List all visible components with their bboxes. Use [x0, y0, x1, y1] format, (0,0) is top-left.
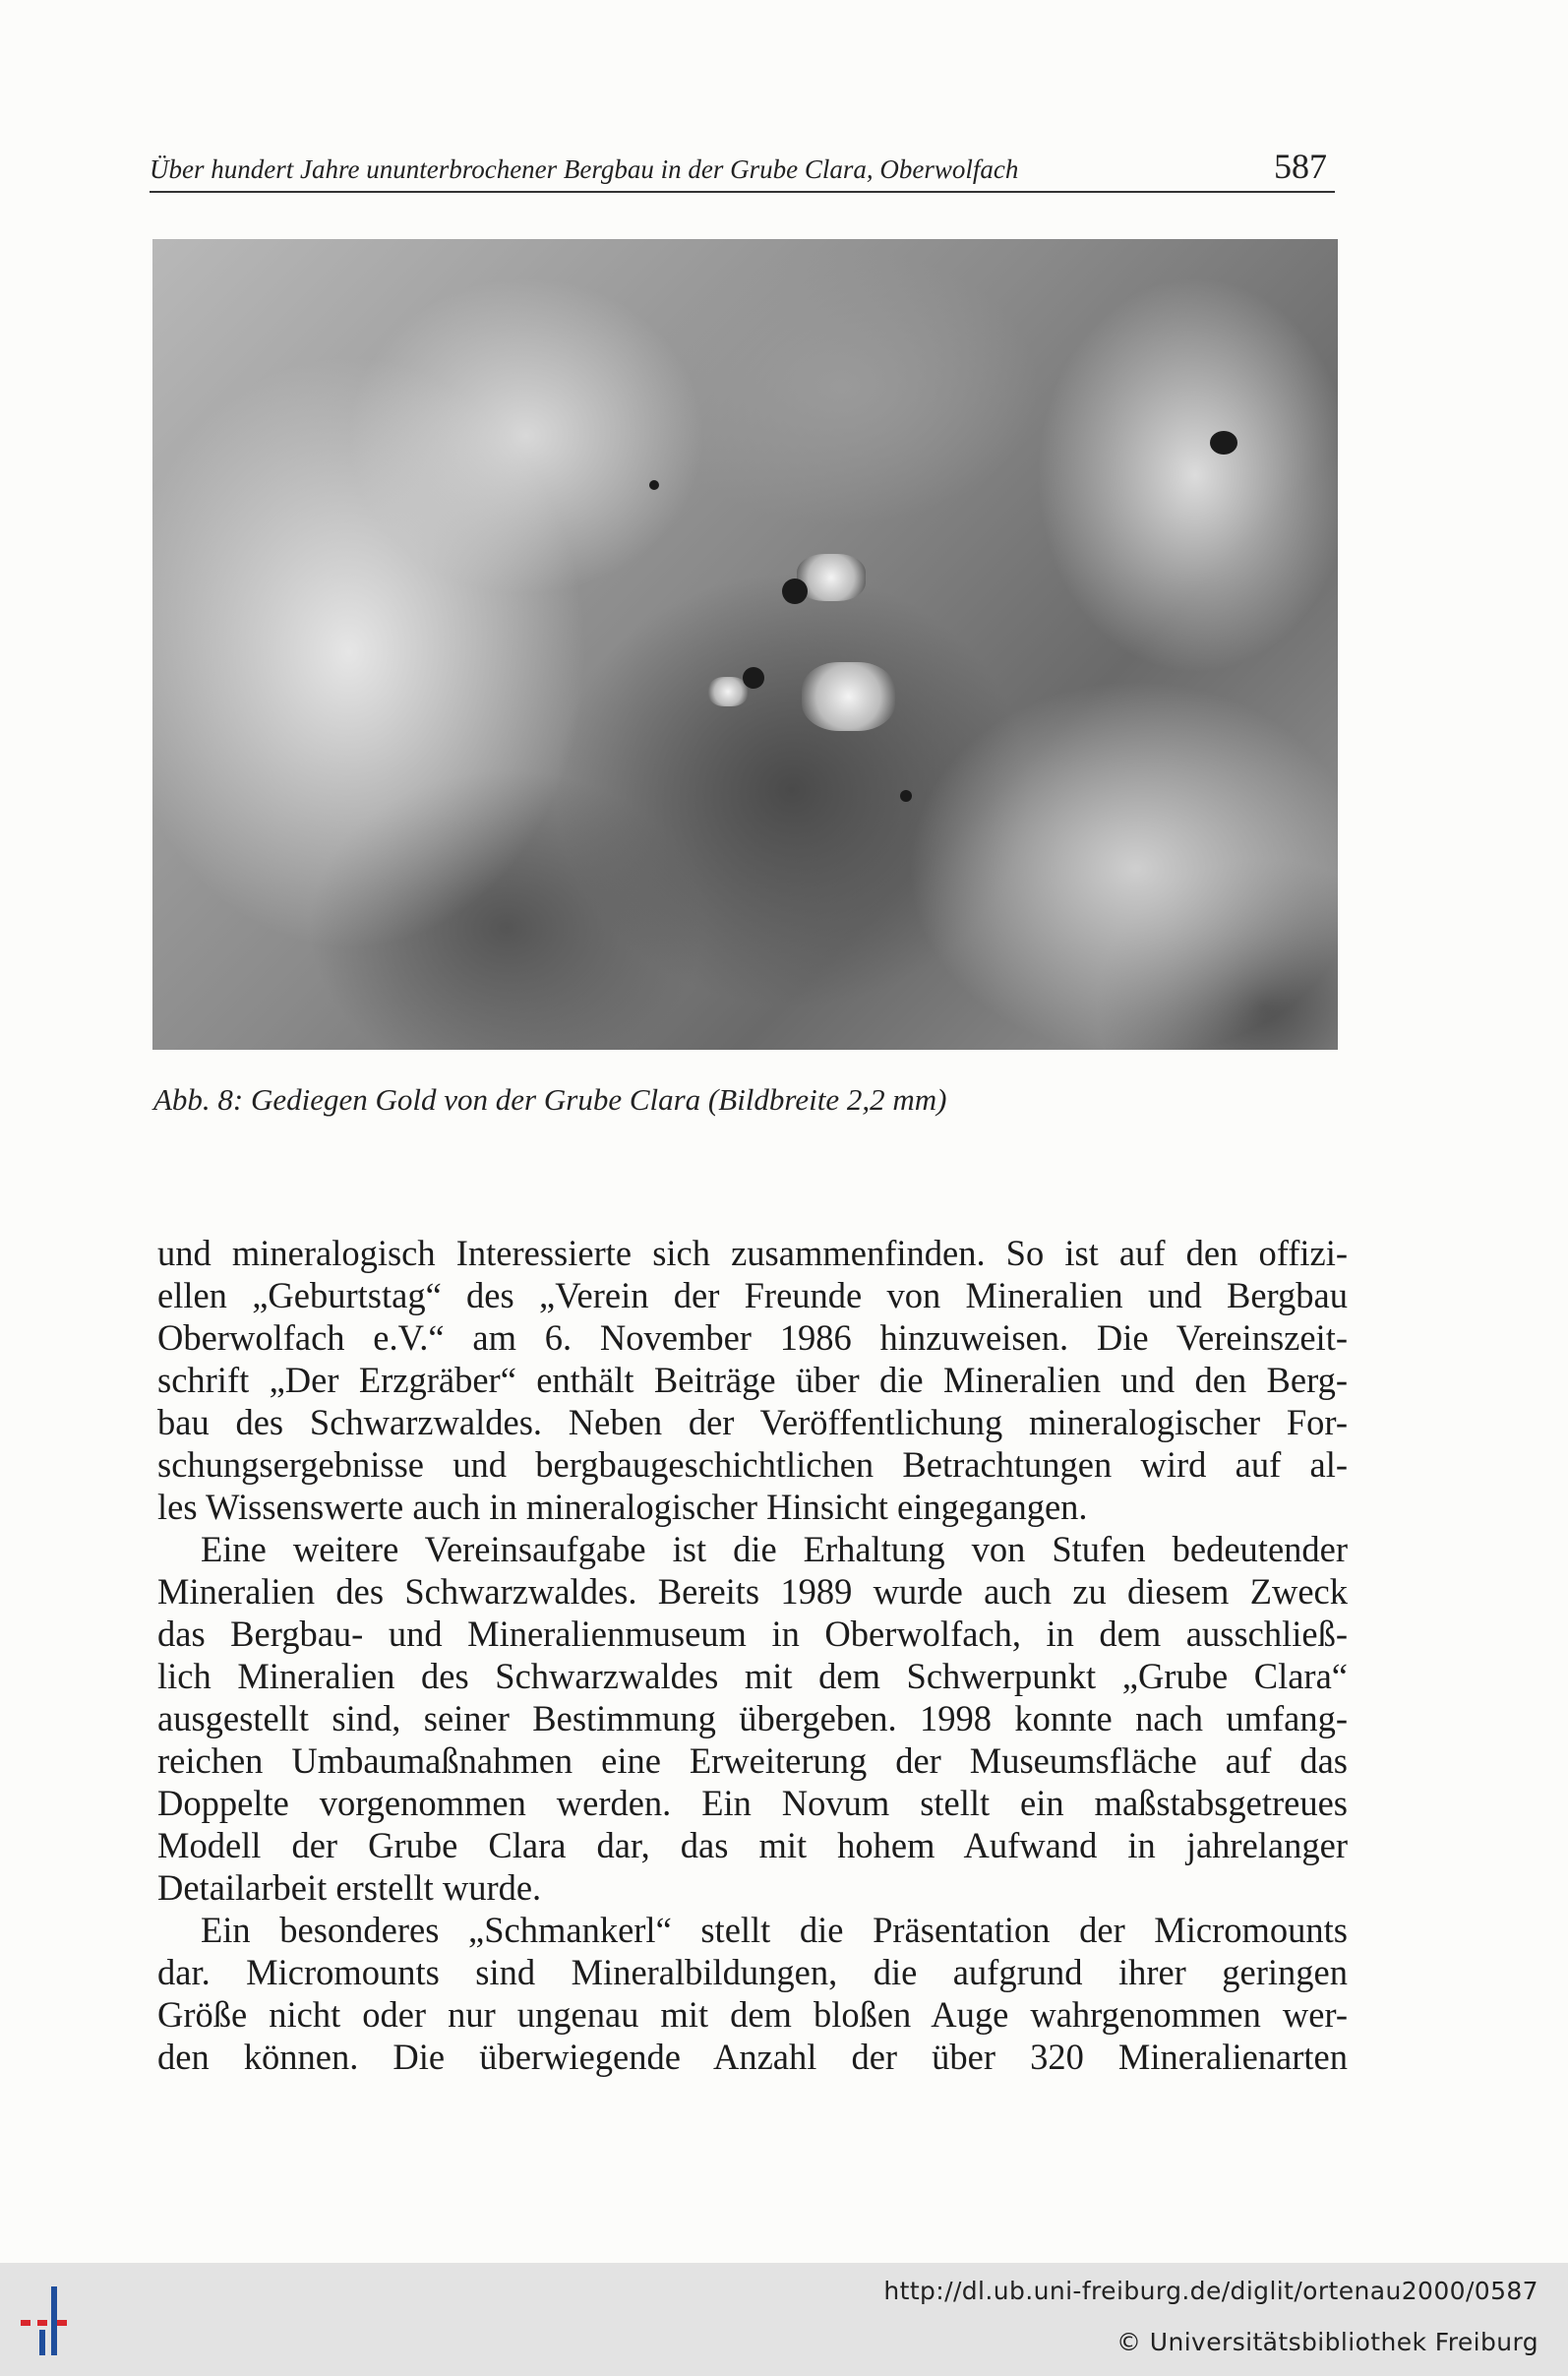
text-line: den können. Die überwiegende Anzahl der über 320 Mineralienarten	[157, 2037, 1348, 2077]
text-line: Eine weitere Vereinsaufgabe ist die Erhaltung von Stufen bedeutender	[201, 1529, 1348, 1569]
gold-grain	[708, 677, 748, 706]
text-line: Mineralien des Schwarzwaldes. Bereits 1989 wurde auch zu diesem Zweck	[157, 1571, 1348, 1612]
text-line: Doppelte vorgenommen werden. Ein Novum stellt ein maßstabsgetreues	[157, 1783, 1348, 1823]
dark-spot	[1210, 431, 1237, 455]
text-line: Modell der Grube Clara dar, das mit hohem Aufwand in jahrelanger	[157, 1825, 1348, 1865]
permalink-url[interactable]: http://dl.ub.uni-freiburg.de/diglit/ortenau2000/0587	[883, 2277, 1538, 2305]
text-line: und mineralogisch Interessierte sich zusammenfinden. So ist auf den offizi-	[157, 1233, 1348, 1273]
text-line: Detailarbeit erstellt wurde.	[157, 1867, 542, 1908]
running-title: Über hundert Jahre ununterbrochener Bergbau in der Grube Clara, Oberwolfach	[150, 154, 1019, 184]
text-line: ausgestellt sind, seiner Bestimmung übergeben. 1998 konnte nach umfang-	[157, 1698, 1348, 1738]
figure-caption: Abb. 8: Gediegen Gold von der Grube Clara (Bildbreite 2,2 mm)	[153, 1082, 947, 1117]
text-line: bau des Schwarzwaldes. Neben der Veröffentlichung mineralogischer For-	[157, 1402, 1348, 1442]
text-line: das Bergbau- und Mineralienmuseum in Oberwolfach, in dem ausschließ-	[157, 1614, 1348, 1654]
dark-spot	[743, 667, 764, 689]
text-line: schrift „Der Erzgräber“ enthält Beiträge über die Mineralien und den Berg-	[157, 1360, 1348, 1400]
dark-spot	[782, 579, 808, 604]
text-line: lich Mineralien des Schwarzwaldes mit dem Schwerpunkt „Grube Clara“	[157, 1656, 1348, 1696]
text-line: schungsergebnisse und bergbaugeschichtlichen Betrachtungen wird auf al-	[157, 1444, 1348, 1485]
page-number: 587	[1274, 147, 1327, 186]
library-footer	[0, 2263, 1568, 2376]
text-line: Ein besonderes „Schmankerl“ stellt die Präsentation der Micromounts	[201, 1910, 1348, 1950]
copyright-text: © Universitätsbibliothek Freiburg	[1116, 2328, 1538, 2356]
dark-spot	[900, 790, 912, 802]
running-header	[150, 148, 1335, 193]
mineral-photo	[152, 239, 1338, 1050]
body-text	[157, 1232, 1348, 2078]
ub-freiburg-logo-icon	[18, 2279, 96, 2362]
text-line: Oberwolfach e.V.“ am 6. November 1986 hinzuweisen. Die Vereinszeit-	[157, 1317, 1348, 1358]
text-line: reichen Umbaumaßnahmen eine Erweiterung der Museumsfläche auf das	[157, 1740, 1348, 1781]
text-line: Größe nicht oder nur ungenau mit dem bloßen Auge wahrgenommen wer-	[157, 1994, 1348, 2035]
dark-spot	[649, 480, 659, 490]
text-line: dar. Micromounts sind Mineralbildungen, die aufgrund ihrer geringen	[157, 1952, 1348, 1992]
gold-grain	[802, 662, 895, 731]
text-line: ellen „Geburtstag“ des „Verein der Freunde von Mineralien und Bergbau	[157, 1275, 1348, 1315]
text-line: les Wissenswerte auch in mineralogischer Hinsicht eingegangen.	[157, 1487, 1088, 1527]
